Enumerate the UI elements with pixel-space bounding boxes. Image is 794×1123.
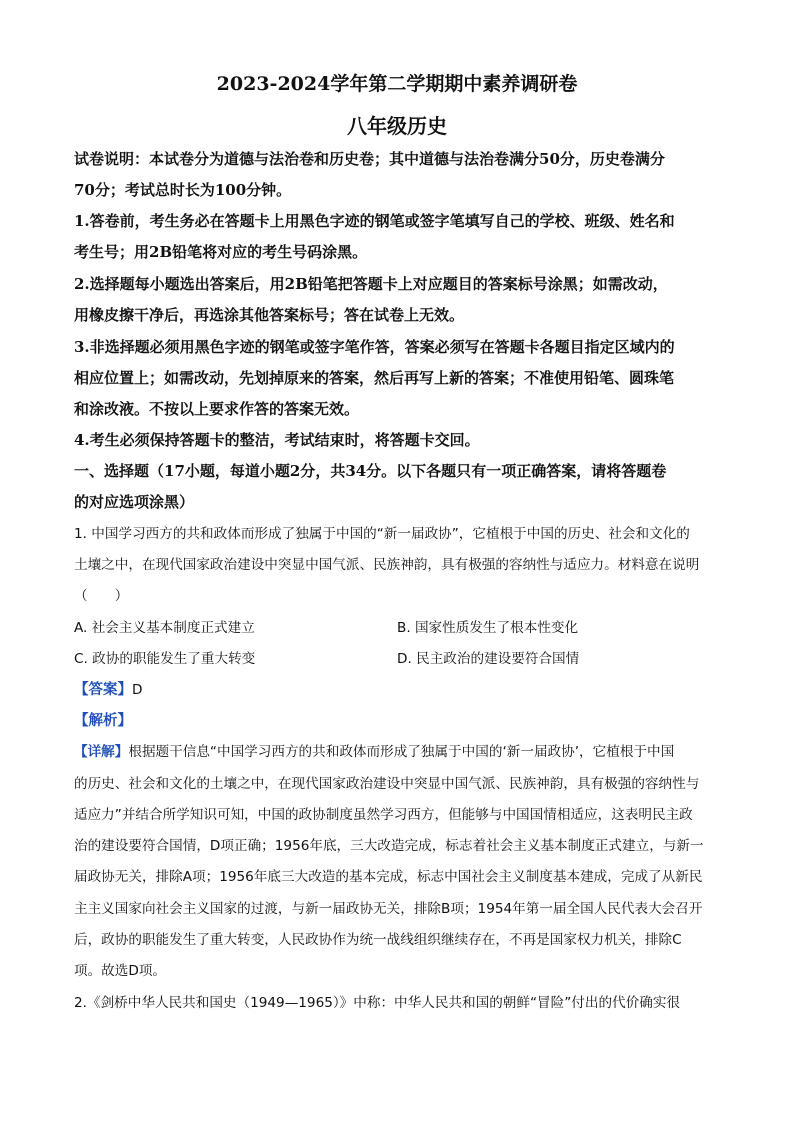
answer-label: 【答案】 <box>74 682 132 698</box>
instruction-line: 和涂改液。不按以上要求作答的答案无效。 <box>74 400 360 418</box>
analysis-label: 【解析】 <box>74 713 132 729</box>
instruction-line: 4.考生必须保持答题卡的整洁，考试结束时，将答题卡交回。 <box>74 431 480 449</box>
detail-line: 适应力”并结合所学知识可知，中国的政协制度虽然学习西方，但能够与中国国情相适应，这表明民主政 <box>74 807 693 823</box>
instruction-line: 70分；考试总时长为100分钟。 <box>74 181 292 199</box>
detail-line: 主主义国家向社会主义国家的过渡，与新一届政协无关，排除B项；1954年第一届全国人民代表大会召开 <box>74 901 703 917</box>
detail-line: 项。故选D项。 <box>74 963 167 979</box>
instruction-line: 相应位置上；如需改动，先划掉原来的答案，然后再写上新的答案；不准使用铅笔、圆珠笔 <box>74 369 675 387</box>
exam-title: 2023-2024学年第二学期期中素养调研卷 <box>216 73 578 95</box>
option-b: B. 国家性质发生了根本性变化 <box>397 620 579 636</box>
option-c: C. 政协的职能发生了重大转变 <box>74 651 256 667</box>
detail-text: 根据题干信息“中国学习西方的共和政体而形成了独属于中国的‘新一届政协’，它植根于中国 <box>128 744 675 760</box>
instruction-line: 1.答卷前，考生务必在答题卡上用黑色字迹的钢笔或签字笔填写自己的学校、班级、姓名和 <box>74 212 675 230</box>
question-stem: 土壤之中，在现代国家政治建设中突显中国气派、民族神韵，具有极强的容纳性与适应力。材料意在说明 <box>74 557 700 573</box>
section-heading: 的对应选项涂黑） <box>74 493 195 511</box>
option-a: A. 社会主义基本制度正式建立 <box>74 620 255 636</box>
answer-value: D <box>132 682 143 698</box>
exam-subtitle: 八年级历史 <box>347 114 447 138</box>
instruction-line: 2.选择题每小题选出答案后，用2B铅笔把答题卡上对应题目的答案标号涂黑；如需改动， <box>74 275 668 293</box>
question-stem: 1. 中国学习西方的共和政体而形成了独属于中国的“新一届政协”，它植根于中国的历史、社会和文化的 <box>74 526 690 542</box>
question-stem: 2.《剑桥中华人民共和国史（1949—1965）》中称：中华人民共和国的朝鲜“冒险”付出的代价确实很 <box>74 995 681 1011</box>
answer-row <box>74 680 142 700</box>
instruction-line: 用橡皮擦干净后，再选涂其他答案标号；答在试卷上无效。 <box>74 306 465 324</box>
detail-line <box>74 742 674 762</box>
instruction-line: 试卷说明：本试卷分为道德与法治卷和历史卷；其中道德与法治卷满分50分，历史卷满分 <box>74 150 665 168</box>
analysis-row <box>74 711 132 731</box>
question-stem: （ ） <box>74 588 129 604</box>
detail-line: 治的建设要符合国情，D项正确；1956年底，三大改造完成，标志着社会主义基本制度正式建立，与新一 <box>74 838 704 854</box>
detail-line: 后，政协的职能发生了重大转变，人民政协作为统一战线组织继续存在，不再是国家权力机关，排除C <box>74 932 682 948</box>
detail-line: 的历史、社会和文化的土壤之中，在现代国家政治建设中突显中国气派、民族神韵，具有极强的容纳性与 <box>74 776 700 792</box>
section-heading: 一、选择题（17小题，每道小题2分，共34分。以下各题只有一项正确答案，请将答题卷 <box>74 462 667 480</box>
option-d: D. 民主政治的建设要符合国情 <box>397 651 580 667</box>
detail-line: 届政协无关，排除A项；1956年底三大改造的基本完成，标志中国社会主义制度基本建成，完成了从新民 <box>74 869 703 885</box>
instruction-line: 考生号；用2B铅笔将对应的考生号码涂黑。 <box>74 243 368 261</box>
instruction-line: 3.非选择题必须用黑色字迹的钢笔或签字笔作答，答案必须写在答题卡各题目指定区域内的 <box>74 338 675 356</box>
detail-label: 【详解】 <box>74 744 129 760</box>
